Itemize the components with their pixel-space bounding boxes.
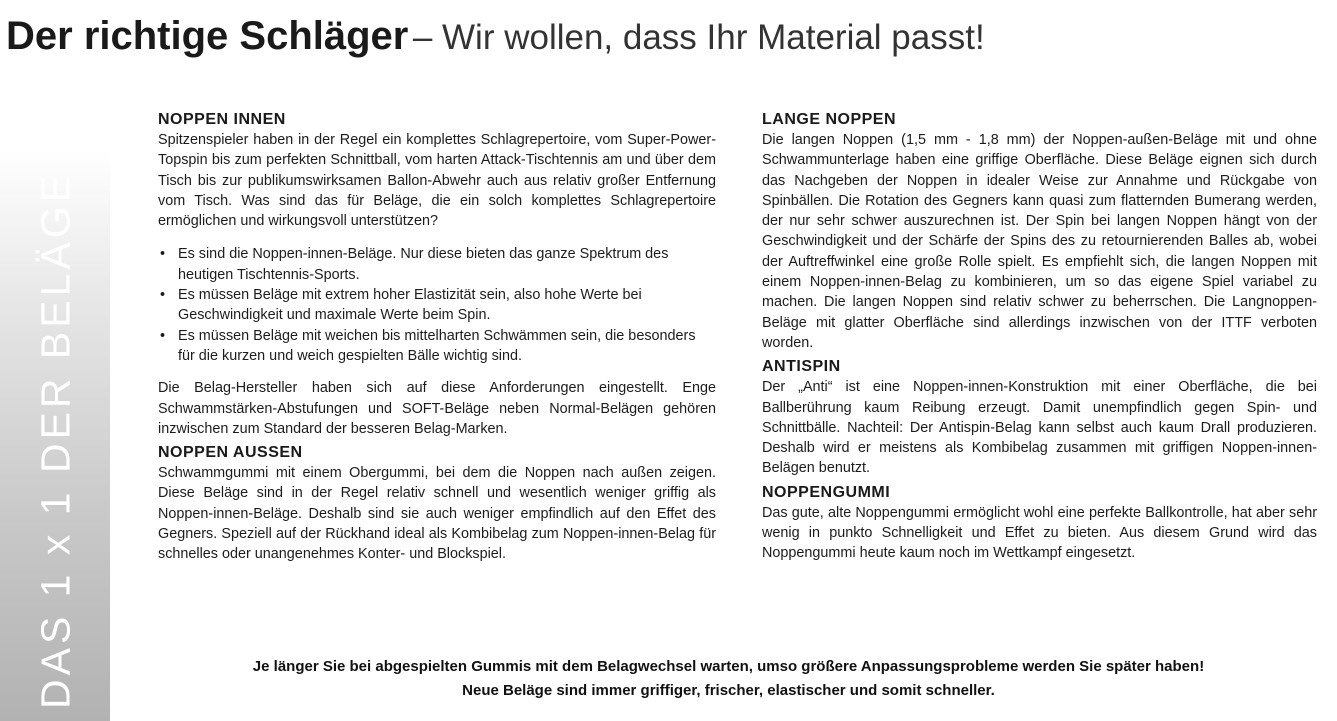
paragraph-lange-noppen: Die langen Noppen (1,5 mm - 1,8 mm) der Noppen-außen-Beläge mit und ohne Schwammunterlage haben eine griffige Oberfläche. Diese Beläge eignen sich durch das Nachgeben der Noppen in idealer Weise zur Annahme und Rückgabe von Spinbällen. Die Rotation des Gegners kann quasi zum flatternden Bumerang werden, der nur sehr schwer auszurechnen ist. Der Spin bei langen Noppen hängt von der Geschwindigkeit und der Schärfe der Spins des zu retournierenden Balles ab, wobei der Auftreffwinkel eine große Rolle spielt. Es empfiehlt sich, die langen Noppen mit einem Noppen-innen-Belag zu kombinieren, um so das eigene Spiel variabel zu machen. Die langen Noppen sind relativ schwer zu beherrschen. Die Langnoppen-Beläge mit glatter Oberfläche sind allerdings inzwischen von der ITTF verboten worden.	[762, 132, 1317, 351]
paragraph-noppen-aussen: Schwammgummi mit einem Obergummi, bei dem die Noppen nach außen zeigen. Diese Beläge sind in der Regel relativ schnell und wesentlich weniger griffig als Noppen-innen-Beläge. Deshalb sind sie auch weniger empfindlich auf den Effet des Gegners. Speziell auf der Rückhand ideal als Kombibelag zum Noppen-innen-Belag für schnelles oder unangenehmes Konter- und Blockspiel.	[158, 465, 716, 563]
right-column	[762, 110, 1317, 564]
footer-line-2: Neue Beläge sind immer griffiger, frischer, elastischer und somit schneller.	[462, 682, 995, 699]
heading-noppen-innen: NOPPEN INNEN	[158, 111, 286, 128]
bullet-item: • Es müssen Beläge mit weichen bis mittelharten Schwämmen sein, die besonders für die kurzen und weich gespielten Bälle wichtig sind.	[158, 326, 716, 367]
footer-note	[120, 655, 1337, 703]
heading-lange-noppen: LANGE NOPPEN	[762, 111, 897, 128]
bullet-item: • Es sind die Noppen-innen-Beläge. Nur diese bieten das ganze Spektrum des heutigen Tischtennis-Sports.	[158, 244, 716, 285]
paragraph-antispin: Der „Anti“ ist eine Noppen-innen-Konstruktion mit einer Oberfläche, die bei Ballberührung kaum Reibung erzeugt. Damit unempfindlich gegen Spin- und Schnittbälle. Nachteil: Der Antispin-Belag kann selbst auch kaum Drall produzieren. Deshalb wird er meistens als Kombibelag zusammen mit griffigen Noppen-innen-Belägen benutzt.	[762, 379, 1317, 477]
heading-noppen-aussen: NOPPEN AUSSEN	[158, 444, 303, 462]
bullet-item: • Es müssen Beläge mit extrem hoher Elastizität sein, also hohe Werte bei Geschwindigkeit und maximale Werte beim Spin.	[158, 285, 716, 326]
bullet-list	[158, 244, 716, 366]
heading-noppengummi: NOPPENGUMMI	[762, 483, 891, 501]
paragraph-noppengummi: Das gute, alte Noppengummi ermöglicht wohl eine perfekte Ballkontrolle, hat aber sehr wenig in punkto Schnelligkeit und Effet zu bieten. Aus diesem Grund wird das Noppengummi heute kaum noch im Wettkampf eingesetzt.	[762, 504, 1317, 562]
left-column	[158, 110, 716, 565]
paragraph-noppen-innen-outro: Die Belag-Hersteller haben sich auf diese Anforderungen eingestellt. Enge Schwammstärken-Abstufungen und SOFT-Beläge neben Normal-Belägen gehören inzwischen zum Standard der besseren Belag-Marken.	[158, 380, 716, 437]
title-main: Der richtige Schläger	[6, 14, 409, 58]
page-title	[6, 14, 985, 59]
paragraph-noppen-innen-intro: Spitzenspieler haben in der Regel ein komplettes Schlagrepertoire, vom Super-Power-Topspin bis zum perfekten Schnittball, vom harten Attack-Tischtennis am und über dem Tisch bis zur publikumswirksamen Ballon-Abwehr auch aus relativ großer Entfernung vom Tisch. Was sind das für Beläge, die ein solch komplettes Schlagrepertoire ermöglichen und wirkungsvoll unterstützen?	[158, 132, 716, 230]
title-sub: – Wir wollen, dass Ihr Material passt!	[412, 18, 985, 57]
footer-line-1: Je länger Sie bei abgespielten Gummis mit dem Belagwechsel warten, umso größere Anpassungsprobleme werden Sie später haben!	[252, 658, 1205, 675]
heading-antispin: ANTISPIN	[762, 358, 841, 376]
sidebar-vertical-title: DAS 1 x 1 DER BELÄGE	[32, 170, 79, 710]
